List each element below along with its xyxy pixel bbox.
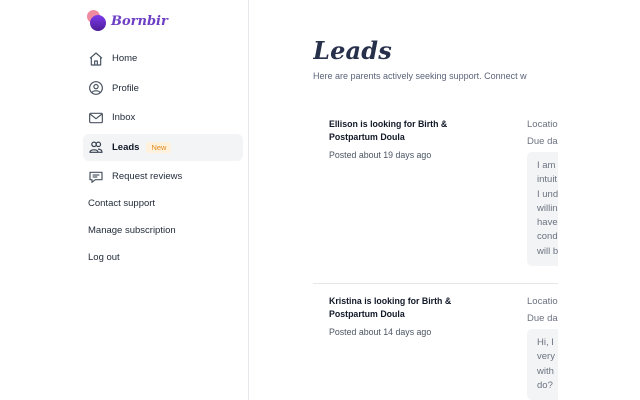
users-icon	[88, 139, 104, 155]
lead-message	[527, 329, 558, 400]
page-subtitle: Here are parents actively seeking support. Connect w	[313, 71, 527, 81]
lead-title: Ellison is looking for Birth & Postpartum Doula	[329, 119, 448, 142]
lead-message-line: have	[537, 217, 558, 229]
sidebar-item-label: Leads	[112, 141, 140, 153]
sidebar-item-label: Request reviews	[112, 171, 183, 183]
chat-bubble-icon	[88, 169, 104, 185]
sidebar-item-request-reviews[interactable]	[83, 163, 243, 190]
lead-divider	[313, 283, 558, 284]
sidebar-item-inbox[interactable]	[83, 104, 243, 131]
lead-message-line: Hi, I	[537, 337, 554, 348]
lead-message-line: I und	[537, 188, 558, 200]
lead-message-line: intuit	[537, 174, 558, 186]
lead-title: Kristina is looking for Birth & Postpartum Doula	[329, 296, 452, 319]
lead-location-label: Locatio	[527, 296, 558, 307]
lead-message	[527, 152, 558, 266]
lead-due-date-label: Due da	[527, 313, 558, 324]
lead-message-line: cond	[537, 231, 558, 243]
lead-message-line: do?	[537, 379, 553, 391]
sidebar-item-label: Inbox	[112, 112, 136, 124]
user-circle-icon	[88, 80, 104, 96]
sidebar-item-profile[interactable]	[83, 75, 243, 102]
new-badge: New	[146, 142, 171, 153]
manage-subscription-link[interactable]: Manage subscription	[88, 225, 176, 236]
lead-message-line: with	[537, 365, 554, 377]
lead-message-line: will b	[537, 245, 558, 257]
logo-icon	[87, 10, 107, 32]
sidebar-nav	[83, 45, 243, 193]
main-content	[313, 0, 558, 400]
sidebar-item-leads[interactable]	[83, 134, 243, 161]
lead-posted-time: Posted about 19 days ago	[329, 150, 432, 160]
lead-message-line: I am	[537, 160, 556, 171]
log-out-link[interactable]: Log out	[88, 252, 120, 263]
sidebar-item-label: Home	[112, 53, 138, 64]
page-title: Leads	[313, 36, 392, 65]
contact-support-link[interactable]: Contact support	[88, 198, 156, 209]
sidebar	[0, 0, 249, 400]
brand-name: Bornbir	[111, 13, 168, 29]
home-icon	[88, 51, 104, 67]
lead-due-date-label: Due da	[527, 136, 558, 147]
account-links	[88, 196, 176, 277]
sidebar-item-home[interactable]	[83, 45, 243, 72]
lead-message-line: willin	[537, 202, 558, 214]
brand-logo[interactable]	[87, 10, 168, 32]
lead-posted-time: Posted about 14 days ago	[329, 327, 432, 337]
lead-location-label: Locatio	[527, 119, 558, 130]
sidebar-item-label: Profile	[112, 82, 139, 94]
envelope-icon	[88, 110, 104, 126]
lead-message-line: very	[537, 351, 555, 363]
